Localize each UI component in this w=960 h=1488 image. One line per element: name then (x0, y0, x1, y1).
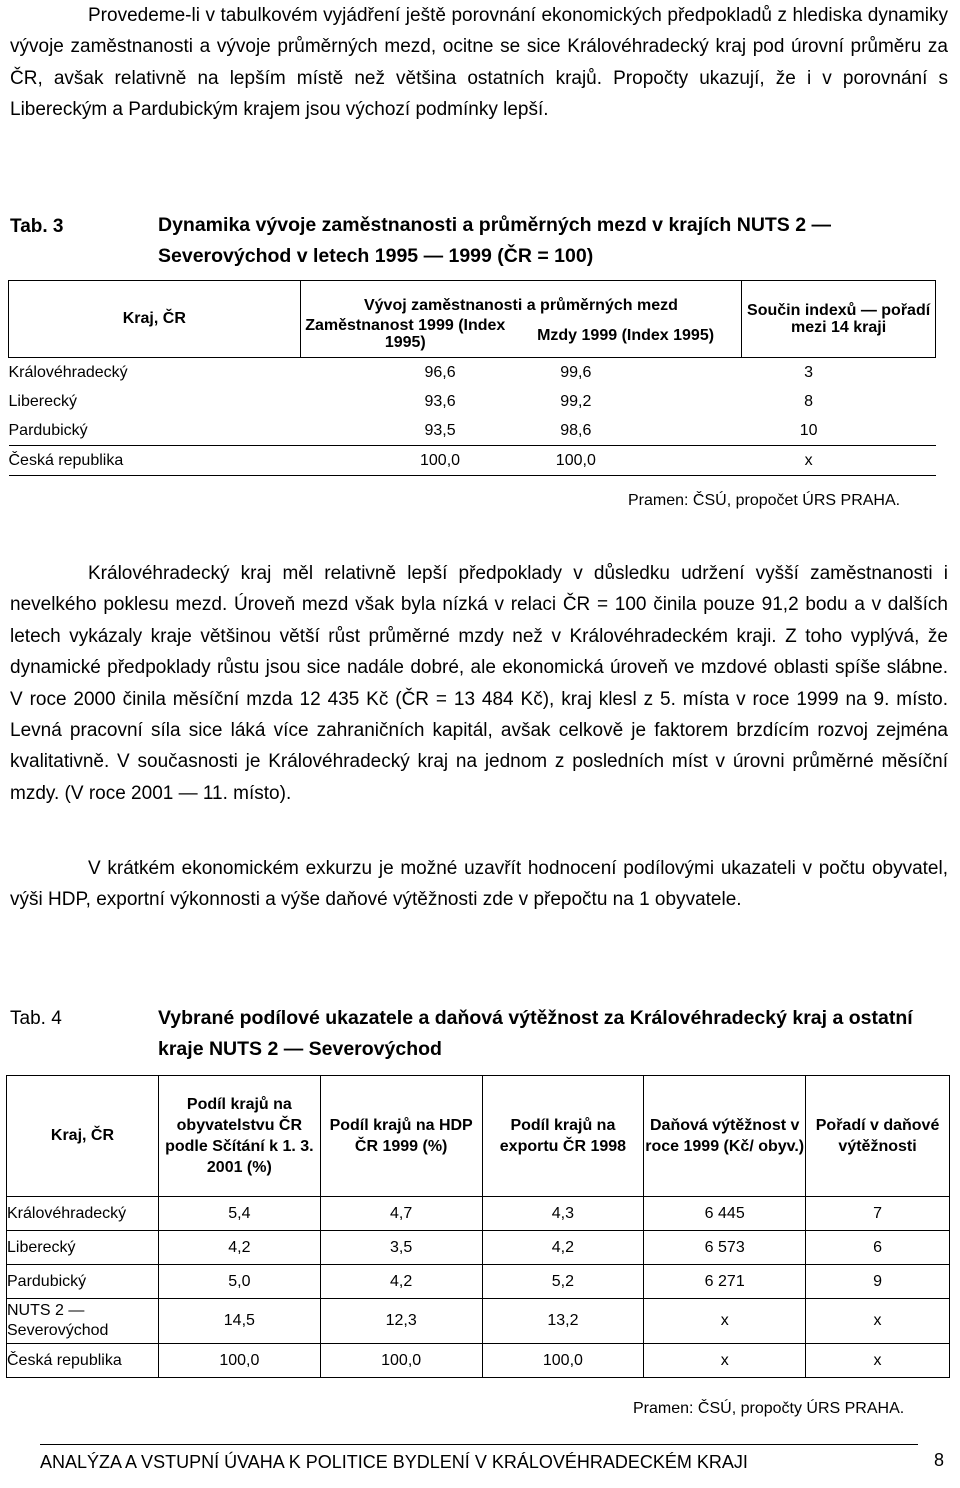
table4-tax: 6 271 (644, 1265, 806, 1299)
table3-employment: 96,6 (424, 363, 456, 381)
table4-header-gdp: Podíl krajů na HDP ČR 1999 (%) (320, 1076, 482, 1197)
table-row (9, 416, 936, 446)
table3-region: Česká republika (9, 446, 301, 476)
table4-rank: x (806, 1299, 950, 1344)
table3-header-employment: Zaměstnanost 1999 (Index 1995) (300, 315, 510, 358)
table3-header-group: Vývoj zaměstnanosti a průměrných mezd (300, 281, 742, 316)
table3-region: Liberecký (8, 392, 77, 410)
table4-header-population: Podíl krajů na obyvatelstvu ČR podle Sčítání k 1. 3. 2001 (%) (158, 1076, 320, 1197)
footer-title: ANALÝZA A VSTUPNÍ ÚVAHA K POLITICE BYDLENÍ V KRÁLOVÉHRADECKÉM KRAJI (40, 1452, 748, 1472)
table3-wages: 99,6 (560, 363, 592, 381)
table4-export: 100,0 (482, 1344, 644, 1378)
paragraph-2: Královéhradecký kraj měl relativně lepší předpoklady v důsledku udržení vyšší zaměstnanosti i nevelkého poklesu mezd. Úroveň mezd však byla nízká v relaci ČR = 100 činila pouze 91,2 bodu a v dalších letech vykázaly kraje většinou větší růst průměrné mzdy než v Královéhradeckém kraji. Z toho vyplývá, že dynamické předpoklady růstu jsou sice nadále dobré, ale ekonomická úroveň ve mzdové oblasti spíše slábne. V roce 2000 činila měsíční mzda 12 435 Kč (ČR = 13 484 Kč), kraj klesl z 5. místa v roce 1999 na 9. místo. Levná pracovní síla sice láká více zahraničních kapitál, avšak celkově je faktorem brzdícím rozvoj zejména kvalitativně. V současnosti je Královéhradecký kraj na jednom z posledních míst v úrovni průměrné měsíční mzdy. (V roce 2001 — 11. místo). (10, 563, 948, 804)
table4-gdp: 4,7 (320, 1197, 482, 1231)
table4-population: 4,2 (158, 1231, 320, 1265)
table4-gdp: 100,0 (320, 1344, 482, 1378)
table4-population: 5,4 (158, 1197, 320, 1231)
table4-export: 13,2 (482, 1299, 644, 1344)
table4-population: 14,5 (158, 1299, 320, 1344)
table-row (7, 1265, 950, 1299)
footer-rule (40, 1444, 918, 1445)
table4-gdp: 4,2 (320, 1265, 482, 1299)
table3-employment: 93,6 (424, 392, 456, 410)
table4 (6, 1075, 950, 1378)
intro-paragraph: Provedeme-li v tabulkovém vyjádření ještě porovnání ekonomických předpokladů z hlediska dynamiky vývoje zaměstnanosti a vývoje průměrných mezd, ocitne se sice Královéhradecký kraj pod úrovní průměru za ČR, avšak relativně na lepším místě než většina ostatních krajů. Propočty ukazují, že i v porovnání s Libereckým a Pardubickým krajem jsou výchozí podmínky lepší. (10, 5, 948, 121)
table4-export: 4,3 (482, 1197, 644, 1231)
table4-label: Tab. 4 (10, 1008, 62, 1029)
table3-region: Královéhradecký (8, 363, 128, 381)
table4-region: Pardubický (7, 1265, 159, 1299)
table4-rank: 6 (806, 1231, 950, 1265)
table3-title: Dynamika vývoje zaměstnanosti a průměrných mezd v krajích NUTS 2 — Severovýchod v letech 1995 — 1999 (ČR = 100) (158, 214, 831, 267)
table4-gdp: 12,3 (320, 1299, 482, 1344)
table4-header-tax: Daňová výtěžnost v roce 1999 (Kč/ obyv.) (644, 1076, 806, 1197)
table3-rank: x (742, 446, 936, 476)
table4-header-rank: Pořadí v daňové výtěžnosti (806, 1076, 950, 1197)
table4-region: NUTS 2 — Severovýchod (7, 1299, 159, 1344)
paragraph-3: V krátkém ekonomickém exkurzu je možné uzavřít hodnocení podílovými ukazateli v počtu obyvatel, výši HDP, exportní výkonnosti a výše daňové výtěžnosti zde v přepočtu na 1 obyvatele. (10, 858, 948, 911)
table-row (7, 1344, 950, 1378)
table-row (7, 1299, 950, 1344)
table3-region: Pardubický (8, 421, 88, 439)
table4-tax: x (644, 1344, 806, 1378)
table3-wages: 99,2 (560, 392, 592, 410)
table3 (8, 280, 936, 476)
table4-rank: 9 (806, 1265, 950, 1299)
table-row (9, 358, 936, 388)
table4-title: Vybrané podílové ukazatele a daňová výtěžnost za Královéhradecký kraj a ostatní kraje NUTS 2 — Severovýchod (158, 1007, 913, 1060)
table4-tax: x (644, 1299, 806, 1344)
table4-region: Královéhradecký (7, 1197, 159, 1231)
page-number: 8 (934, 1450, 945, 1470)
table4-tax: 6 445 (644, 1197, 806, 1231)
table4-source: Pramen: ČSÚ, propočty ÚRS PRAHA. (633, 1400, 905, 1417)
table3-label: Tab. 3 (10, 216, 64, 237)
table3-employment: 100,0 (300, 446, 510, 476)
table4-tax: 6 573 (644, 1231, 806, 1265)
table3-employment: 93,5 (424, 421, 456, 439)
table4-population: 5,0 (158, 1265, 320, 1299)
table4-population: 100,0 (158, 1344, 320, 1378)
table-row (7, 1197, 950, 1231)
table4-export: 4,2 (482, 1231, 644, 1265)
table4-export: 5,2 (482, 1265, 644, 1299)
table4-region: Česká republika (7, 1344, 159, 1378)
table3-wages: 100,0 (510, 446, 742, 476)
table-row (7, 1231, 950, 1265)
table3-header-region: Kraj, ČR (9, 281, 301, 358)
table3-header-rank: Součin indexů — pořadí mezi 14 kraji (742, 281, 936, 358)
table4-header-region: Kraj, ČR (7, 1076, 159, 1197)
table3-wages: 98,6 (560, 421, 592, 439)
table-row (9, 387, 936, 416)
table3-rank: 8 (804, 392, 814, 410)
table3-rank: 10 (799, 421, 818, 439)
table3-source: Pramen: ČSÚ, propočet ÚRS PRAHA. (628, 492, 901, 509)
table3-header-wages: Mzdy 1999 (Index 1995) (510, 315, 742, 358)
table3-rank: 3 (804, 363, 814, 381)
table4-rank: 7 (806, 1197, 950, 1231)
table4-rank: x (806, 1344, 950, 1378)
table4-region: Liberecký (7, 1231, 159, 1265)
table-row (9, 446, 936, 476)
table4-gdp: 3,5 (320, 1231, 482, 1265)
table4-header-export: Podíl krajů na exportu ČR 1998 (482, 1076, 644, 1197)
